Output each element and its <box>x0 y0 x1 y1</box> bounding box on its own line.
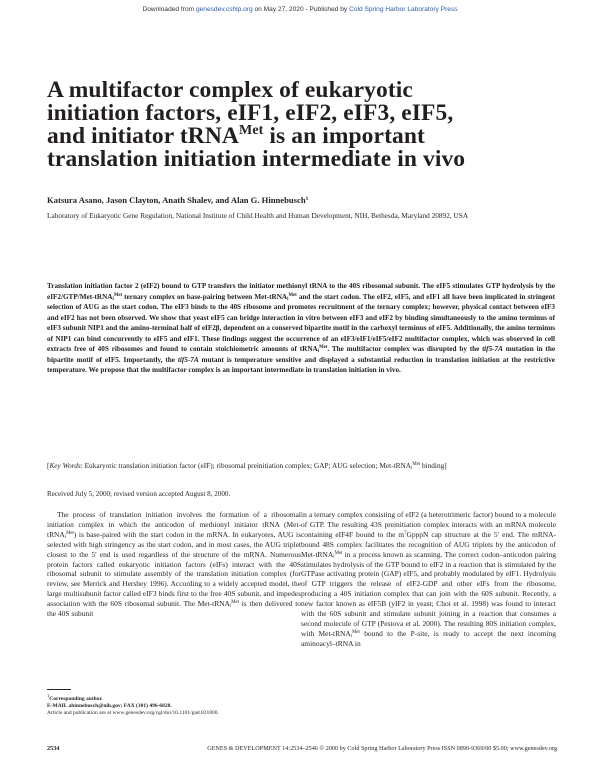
abstract: Translation initiation factor 2 (eIF2) bound to GTP transfers the initiator methionyl tRNA to the 40S ribosomal subunit. The eIF5 stimulates GTP hydrolysis by the eIF2/GTP/Met-tRNA$_i^{Met}$ ternary complex on base-pairing between Met-tRNA$_i^{Met}$ and the start codon. The eIF2, eIF5, and eIF1 all have been implicated in stringent selection of AUG as the start codon. The eIF3 binds to the 40S ribosome and promotes recruitment of the ternary complex; however, physical contact between eIF3 and eIF2 has not been observed. We show that yeast eIF5 can bridge interaction in vitro between eIF3 and eIF2 by binding simultaneously to the amino terminus of eIF3 subunit NIP1 and the amino-terminal half of eIF2β, dependent on a conserved bipartite motif in the carboxyl terminus of eIF5. Additionally, the amino terminus of NIP1 can bind concurrently to eIF5 and eIF1. These findings suggest the occurrence of an eIF3/eIF1/eIF5/eIF2 multifactor complex, which was observed in cell extracts free of 40S ribosomes and found to contain stoichiometric amounts of tRNA$_i^{Met}$. The multifactor complex was disrupted by the tif5-7A mutation in the bipartite motif of eIF5. Importantly, the tif5-7A mutant is temperature sensitive and displayed a substantial reduction in translation initiation at the restrictive temperature. We propose that the multifactor complex is an important intermediate in translation initiation in vivo. <box>47 282 556 374</box>
publisher-link[interactable]: Cold Spring Harbor Laboratory Press <box>349 6 458 13</box>
keywords: [Key Words: Eukaryotic translation initiation factor (eIF); ribosomal preinitiation complex; GAP; AUG selection; Met-tRNA$_i^{Met}$ binding] <box>47 461 447 471</box>
affiliation: Laboratory of Eukaryotic Gene Regulation, National Institute of Child Health and Human Development, NIH, Bethesda, Maryland 20892, USA <box>47 211 469 220</box>
body-paragraph: in a ternary complex consisting of eIF2 (a heterotrimeric factor) bound to a molecule of GTP. The resulting 43S preinitiation complex interacts with an mRNA molecule containing eIF4F bound to the $m^7GpppN$ cap structure at the 5′ end. The mRNA-bound 48S complex facilitates the recognition of AUG triplets by the anticodon of Met-tRNA$_i^{Met}$ in a process known as scanning. The correct codon–anticodon pairing stimulates hydrolysis of the GTP bound to eIF2 in a reaction that is stimulated by the GTPase activating protein (GAP) eIF5, and probably modulated by eIF1. Hydrolysis of GTP triggers the release of eIF2-GDP and other eIFs from the ribosome, producing a 40S initiation complex that can join with the 60S subunit. Recently, a new factor known as eIF5B (yIF2 in yeast; Choi et al. 1998) was found to interact with the 60S subunit and stimulate subunit joining in a reaction that consumes a second molecule of GTP (Pestova et al. 2000). The resulting 80S initiation complex, with Met-tRNA$_i^{Met}$ bound to the P-site, is ready to accept the next incoming aminoacyl–tRNA in <box>301 510 557 648</box>
title-line-3: and initiator tRNA$^{Met}$ is an important <box>47 123 425 149</box>
body-column-left <box>47 510 301 619</box>
title-line-4: translation initiation intermediate in vivo <box>47 146 466 172</box>
received-dates: Received July 5, 2000; revised version accepted August 8, 2000. <box>47 490 231 498</box>
journal-citation: GENES & DEVELOPMENT 14:2534–2546 © 2000 by Cold Spring Harbor Laboratory Press ISSN 0890-9369/00 $5.00; www.genesdev.org <box>207 745 557 752</box>
body-column-right <box>301 510 556 649</box>
journal-site-link[interactable]: genesdev.cshlp.org <box>195 6 253 13</box>
download-notice: Downloaded from genesdev.cshlp.org on May 27, 2020 - Published by Cold Spring Harbor Laboratory Press <box>142 6 458 13</box>
footnote-doi: Article and publication are at www.genesdev.org/cgi/doi/10.1101/gad.831800. <box>47 709 219 716</box>
body-paragraph: The process of translation initiation involves the formation of a ribosomal initiation complex in which the anticodon of methionyl initiator tRNA (Met-tRNA$_i^{Met}$) is base-paired with the start codon in the mRNA. In eukaryotes, AUG is selected with high stringency as the start codon, and in most cases, the AUG triplet closest to the 5′ end is used regardless of the structure of the mRNA. Numerous protein factors called eukaryotic initiation factors (eIFs) interact with the 40S ribosomal subunit to stimulate assembly of the translation initiation complex (for review, see Merrick and Hershey 1996). According to a widely accepted model, the large multisubunit factor called eIF3 binds first to the free 40S subunit, and impedes association with the 60S ribosomal subunit. The Met-tRNA$_i^{Met}$ is then delivered to the 40S subunit <box>47 510 301 619</box>
title-line-2: initiation factors, eIF1, eIF2, eIF3, eIF5, <box>47 100 454 126</box>
footnote-contact: E-MAIL ahinnebusch@nih.gov; FAX (301) 496-6828. <box>47 702 172 709</box>
page-number: 2534 <box>47 745 60 752</box>
keywords-label: Key Words <box>49 461 81 470</box>
footnote <box>47 692 277 717</box>
title-line-1: A multifactor complex of eukaryotic <box>47 77 413 103</box>
footnote-corresponding: $^1$Corresponding author. <box>47 693 103 702</box>
page-footer <box>47 745 557 752</box>
footnote-divider <box>47 689 71 690</box>
article-title <box>47 79 547 171</box>
author-list: Katsura Asano, Jason Clayton, Anath Shalev, and Alan G. Hinnebusch$^1$ <box>47 195 309 205</box>
